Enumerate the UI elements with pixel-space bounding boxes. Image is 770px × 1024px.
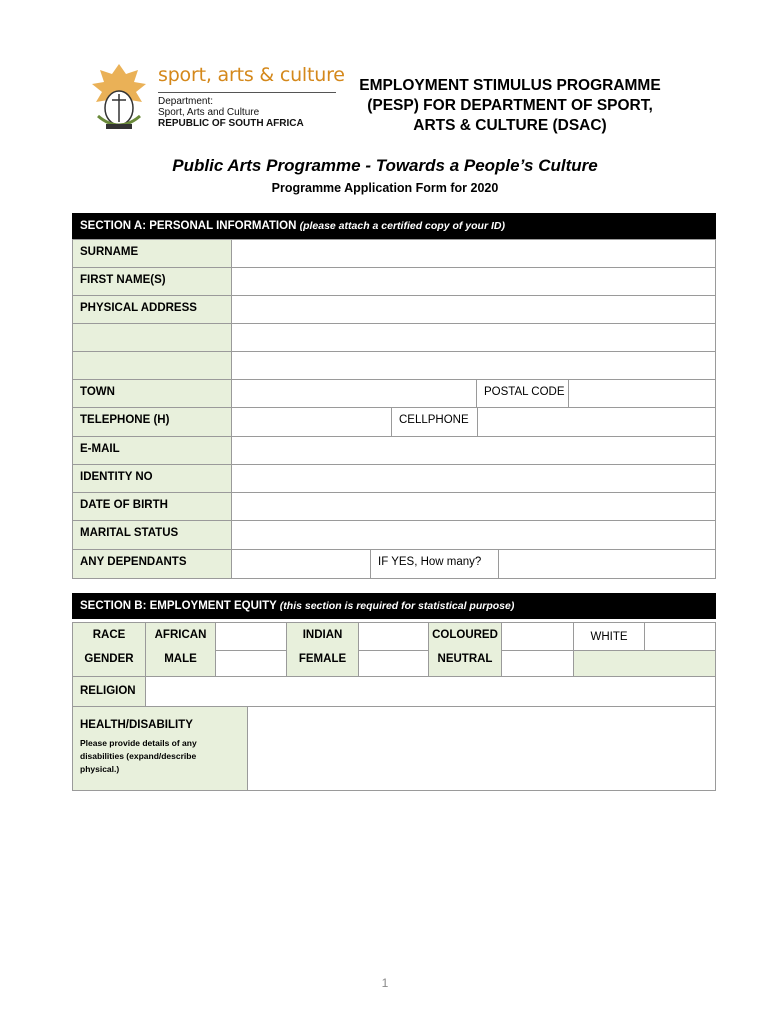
religion-field[interactable] xyxy=(145,676,716,707)
marital-field[interactable] xyxy=(231,520,716,550)
surname-field[interactable] xyxy=(231,239,716,268)
section-a-note: (please attach a certified copy of your ID) xyxy=(299,220,505,232)
race-label: RACE xyxy=(72,622,146,651)
address-field-1[interactable] xyxy=(231,295,716,324)
address-label-blank xyxy=(72,323,232,352)
dept-line-2: Sport, Arts and Culture xyxy=(158,107,260,118)
dependants-label: ANY DEPENDANTS xyxy=(72,549,232,579)
first-names-field[interactable] xyxy=(231,267,716,296)
race-coloured-label: COLOURED xyxy=(428,622,502,651)
race-african-label: AFRICAN xyxy=(145,622,216,651)
how-many-field[interactable] xyxy=(498,549,716,579)
address-label-blank xyxy=(72,351,232,380)
postal-code-field[interactable] xyxy=(568,379,716,408)
brand-divider xyxy=(158,92,336,93)
telephone-field[interactable] xyxy=(231,407,392,437)
address-field-3[interactable] xyxy=(231,351,716,380)
race-african-checkbox[interactable] xyxy=(215,622,287,651)
address-field-2[interactable] xyxy=(231,323,716,352)
religion-label: RELIGION xyxy=(72,676,146,707)
gender-neutral-label: NEUTRAL xyxy=(428,650,502,677)
address-label: PHYSICAL ADDRESS xyxy=(72,295,232,324)
health-label: HEALTH/DISABILITY xyxy=(80,719,193,731)
section-b-note: (this section is required for statistical purpose) xyxy=(279,600,515,612)
gender-neutral-checkbox[interactable] xyxy=(501,650,574,677)
cellphone-label: CELLPHONE xyxy=(391,407,478,437)
gender-female-checkbox[interactable] xyxy=(358,650,429,677)
dept-line-1: Department: xyxy=(158,96,214,107)
gender-female-label: FEMALE xyxy=(286,650,359,677)
page-number: 1 xyxy=(381,976,389,990)
form-subtitle: Programme Application Form for 2020 xyxy=(271,181,499,195)
dependants-field[interactable] xyxy=(231,549,371,579)
gender-label: GENDER xyxy=(72,650,146,677)
identity-field[interactable] xyxy=(231,464,716,493)
programme-title-line: (PESP) FOR DEPARTMENT OF SPORT, xyxy=(367,97,653,114)
gender-blank-cell xyxy=(573,650,716,677)
surname-label: SURNAME xyxy=(72,239,232,268)
email-label: E-MAIL xyxy=(72,436,232,465)
race-white-checkbox[interactable] xyxy=(644,622,716,651)
email-field[interactable] xyxy=(231,436,716,465)
health-label-cell xyxy=(72,706,248,791)
telephone-label: TELEPHONE (H) xyxy=(72,407,232,437)
cellphone-field[interactable] xyxy=(477,407,716,437)
brand-title: sport, arts & culture xyxy=(158,64,345,86)
gender-male-label: MALE xyxy=(145,650,216,677)
marital-label: MARITAL STATUS xyxy=(72,520,232,550)
race-white-label: WHITE xyxy=(573,622,645,651)
coat-of-arms-logo xyxy=(88,60,150,132)
race-indian-checkbox[interactable] xyxy=(358,622,429,651)
section-a-header xyxy=(72,213,716,239)
town-label: TOWN xyxy=(72,379,232,408)
gender-male-checkbox[interactable] xyxy=(215,650,287,677)
section-a-title: SECTION A: PERSONAL INFORMATION xyxy=(80,220,297,232)
programme-title xyxy=(350,76,670,136)
health-note: Please provide details of any disabilities (expand/describe physical.) xyxy=(80,738,197,774)
first-names-label: FIRST NAME(S) xyxy=(72,267,232,296)
race-coloured-checkbox[interactable] xyxy=(501,622,574,651)
form-title: Public Arts Programme - Towards a People’s Culture xyxy=(172,156,598,175)
programme-title-line: ARTS & CULTURE (DSAC) xyxy=(413,117,607,134)
town-field[interactable] xyxy=(231,379,477,408)
identity-label: IDENTITY NO xyxy=(72,464,232,493)
postal-code-label: POSTAL CODE xyxy=(476,379,569,408)
programme-title-line: EMPLOYMENT STIMULUS PROGRAMME xyxy=(359,77,661,94)
race-indian-label: INDIAN xyxy=(286,622,359,651)
dept-line-3: REPUBLIC OF SOUTH AFRICA xyxy=(158,118,304,129)
how-many-label: IF YES, How many? xyxy=(370,549,499,579)
dob-label: DATE OF BIRTH xyxy=(72,492,232,521)
dob-field[interactable] xyxy=(231,492,716,521)
section-b-header xyxy=(72,593,716,619)
section-b-title: SECTION B: EMPLOYMENT EQUITY xyxy=(80,600,277,612)
health-field[interactable] xyxy=(247,706,716,791)
